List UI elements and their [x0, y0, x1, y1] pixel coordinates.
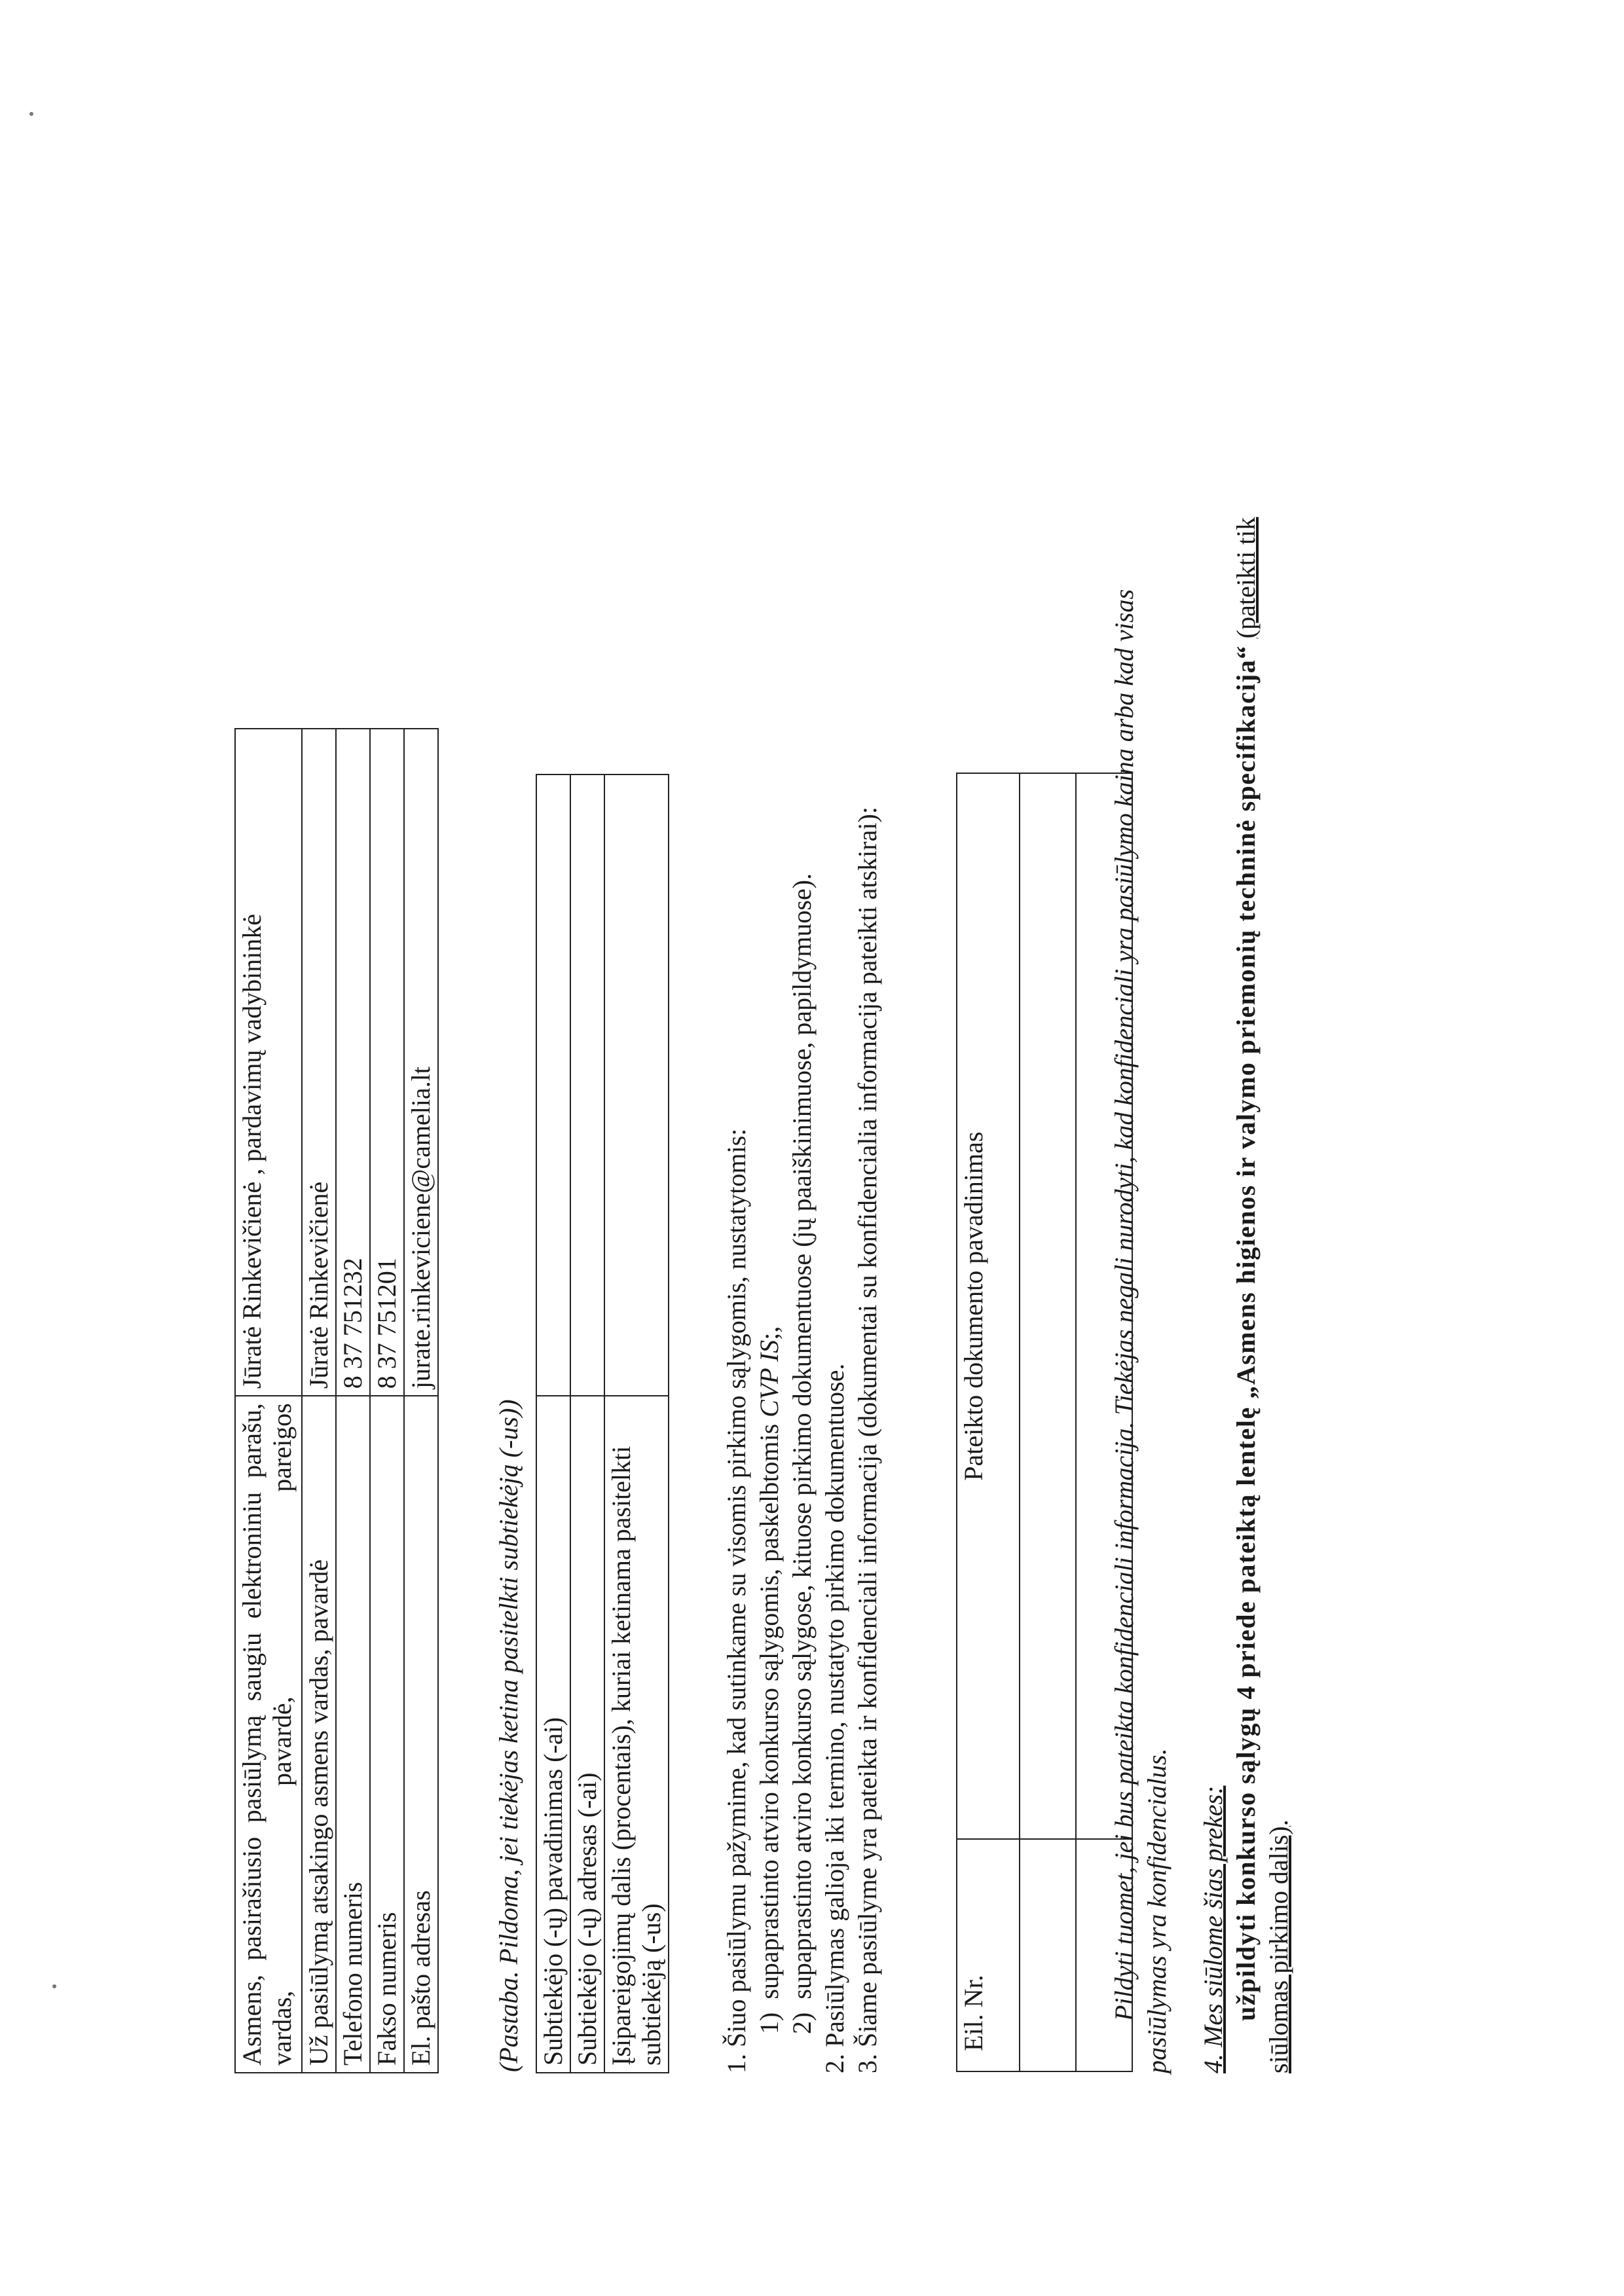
documents-table [956, 773, 1133, 2072]
table-cell-label: Subtiekėjo (-ų) pavadinimas (-ai) [536, 1396, 570, 2073]
table-cell-label: Subtiekėjo (-ų) adresas (-ai) [570, 1396, 604, 2073]
table-cell-value: 8 37 751232 [336, 729, 370, 1396]
table-cell-label: El. pašto adresas [404, 1396, 438, 2073]
table-header-row [957, 773, 1020, 2071]
table-row [404, 729, 438, 2073]
table-cell-value: Jūratė Rinkevičienė [302, 729, 336, 1396]
contact-table [234, 728, 439, 2073]
table-row [235, 729, 302, 2073]
confidential-note-line-1: Pildyti tuomet, jei bus pateikta konfidenciali informacija. Tiekėjas negali nurodyti, kad konfidenciali yra pasiūlymo kaina arba kad visas [1109, 589, 1139, 2021]
table-row [370, 729, 404, 2073]
confidential-note [1108, 37, 1173, 2073]
confidential-note-line-2: pasiūlymas yra konfidencialus. [1142, 1748, 1172, 2073]
table-row [604, 774, 669, 2073]
table-cell-label: Telefono numeris [336, 1396, 370, 2073]
section-4-heading: 4. Mes siūlome šias prekes: [1198, 1785, 1228, 2073]
table-row [1020, 773, 1076, 2071]
statement-3: 3. Šiame pasiūlyme yra pateikta ir konfidenciali informacija (dokumentai su konfidencialia informacija pateikti atskirai): [853, 807, 882, 2073]
table-cell-value: Jūratė Rinkevičienė , pardavimų vadybininkė [235, 729, 302, 1396]
statement-1: 1. Šiuo pasiūlymu pažymime, kad sutinkame su visomis pirkimo sąlygomis, nustatytomis: [722, 1128, 751, 2073]
statement-1-1: 1) supaprastinto atviro konkurso sąlygomis, paskelbtomis CVP IS;, [754, 1326, 784, 2034]
scan-speck [29, 112, 33, 116]
statements [720, 44, 884, 2073]
table-cell [1020, 773, 1076, 1839]
table-cell-label: Įsipareigojimų dalis (procentais), kuriai ketinama pasitelkti subtiekėją (-us) [604, 1396, 669, 2073]
scan-speck [52, 1984, 56, 1988]
table-cell-label: Už pasiūlymą atsakingo asmens vardas, pavardė [302, 1396, 336, 2073]
table-cell-label: Asmens, pasirašiusio pasiūlymą saugiu elektroniniu parašu, vardas, pavardė, pareigos [235, 1396, 302, 2073]
subcontractor-note: (Pastaba. Pildoma, jei tiekėjas ketina pasitelkti subtiekėją (-us)) [494, 1399, 523, 2072]
subcontractor-table [536, 774, 669, 2073]
table-row [336, 729, 370, 2073]
statement-1-2: 2) supaprastinto atviro konkurso sąlygose, kituose pirkimo dokumentuose (jų paaiškinimuose, papildymuose). [787, 873, 817, 2034]
column-header-document: Pateikto dokumento pavadinimas [957, 773, 1020, 1839]
section-4-line-1: užpildyti konkurso sąlygų 4 priede pateiktą lentelę „Asmens higienos ir valymo priemonių techninė specifikacija“ (pateikti tik [1231, 517, 1261, 2021]
table-row [570, 774, 604, 2073]
table-cell-value: jurate.rinkeviciene@camelia.lt [404, 729, 438, 1396]
table-cell-value [536, 774, 570, 1396]
table-cell-label: Fakso numeris [370, 1396, 404, 2073]
statement-2: 2. Pasiūlymas galioja iki termino, nustatyto pirkimo dokumentuose. [820, 1363, 849, 2073]
column-header-number: Eil. Nr. [957, 1839, 1020, 2071]
section-4 [1197, 37, 1295, 2073]
table-cell-value [604, 774, 669, 1396]
table-row [536, 774, 570, 2073]
table-cell-value [570, 774, 604, 1396]
table-cell [1020, 1839, 1076, 2071]
table-row [302, 729, 336, 2073]
section-4-line-2: siūlomas pirkimo dalis). [1264, 1819, 1293, 2073]
table-cell-value: 8 37 751201 [370, 729, 404, 1396]
